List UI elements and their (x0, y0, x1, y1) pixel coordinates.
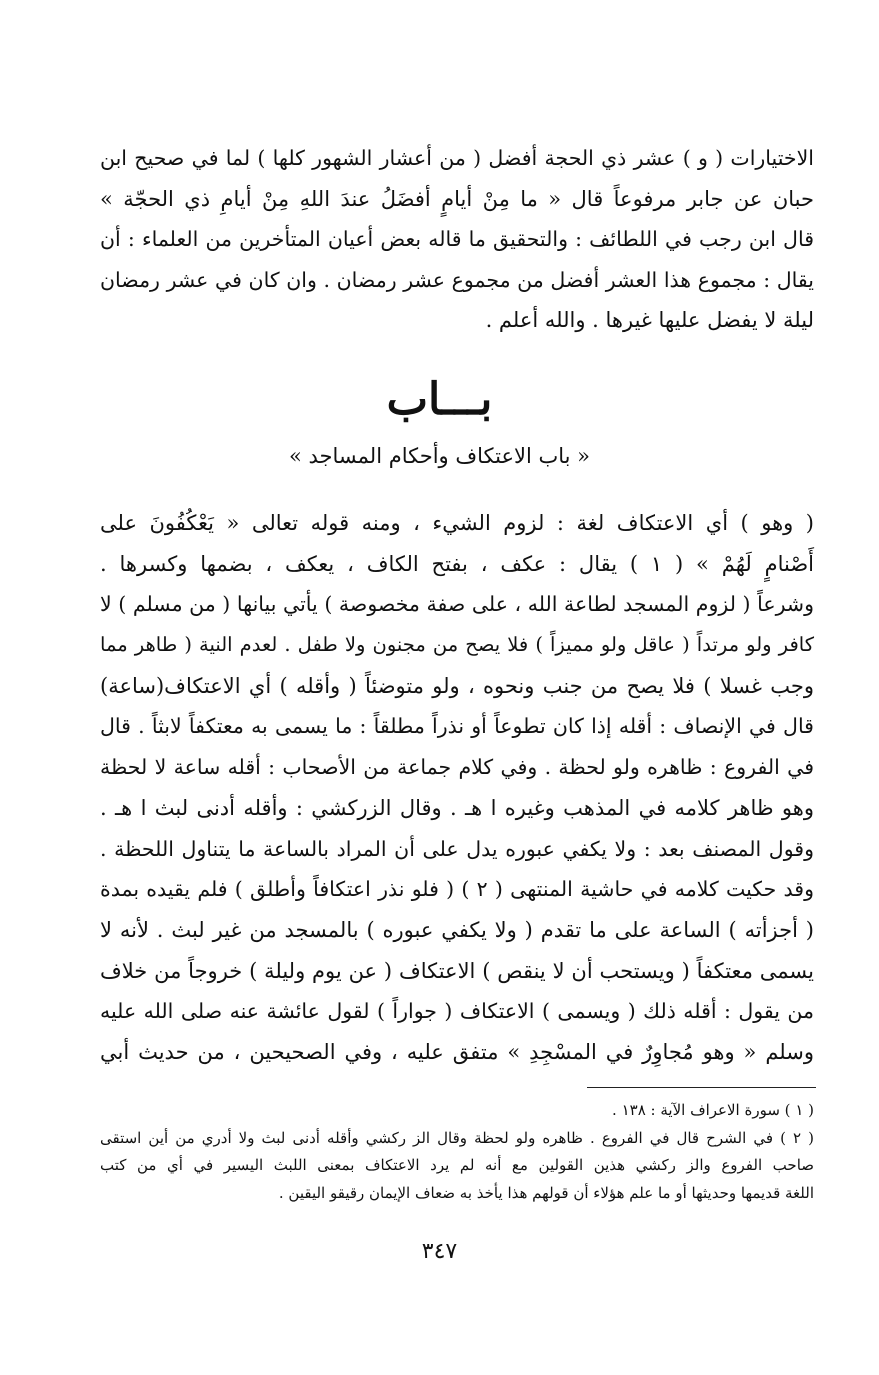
text-line: ( وهو ) أي الاعتكاف لغة : لزوم الشيء ، ومنه قوله تعالى « يَعْكُفُونَ على (100, 511, 814, 535)
intro-paragraph (100, 138, 814, 341)
text-line: الاختيارات ( و ) عشر ذي الحجة أفضل ( من أعشار الشهور كلها ) لما في صحيح ابن (100, 146, 814, 170)
text-line: وقد حكيت كلامه في حاشية المنتهى ( ٢ ) ( فلو نذر اعتكافاً وأطلق ) فلم يقيده بمدة (100, 877, 814, 902)
text-line: وسلم « وهو مُجاوِرٌ في المسْجِدِ » متفق عليه ، وفي الصحيحين ، من حديث أبي (100, 1039, 814, 1064)
body-paragraph (100, 503, 814, 1073)
text-line: يسمى معتكفاً ( ويستحب أن لا ينقص ) الاعتكاف ( عن يوم وليلة ) خروجاً من خلاف (100, 958, 814, 983)
footnote-1: ( ١ ) سورة الاعراف الآية : ١٣٨ . (612, 1101, 814, 1119)
footnote-2: ( ٢ ) في الشرح قال في الفروع . ظاهره ولو لحظة وقال الز ركشي وأقله أدنى لبث ولا أدري من أين استقى (100, 1128, 814, 1147)
text-line: كافر ولو مرتداً ( عاقل ولو مميزاً ) فلا يصح من مجنون ولا طفل . لعدم النية ( طاهر مما (100, 633, 814, 657)
text-line: من يقول : أقله ذلك ( ويسمى ) الاعتكاف ( جواراً ) لقول عائشة عنه صلى الله عليه (100, 999, 814, 1024)
footnotes (100, 1097, 814, 1207)
chapter-subtitle: « باب الاعتكاف وأحكام المساجد » (289, 444, 590, 468)
text-line: ( أجزأته ) الساعة على ما تقدم ( ولا يكفي عبوره ) بالمسجد من غير لبث . لأنه لا (100, 917, 814, 942)
footnote-divider (587, 1087, 816, 1088)
footnote-2-continued: اللغة قديمها وحديثها أو ما علم هؤلاء أن قولهم هذا يأخذ به ضعاف الإيمان رقيقو اليقين . (278, 1183, 814, 1202)
text-line: وقول المصنف بعد : ولا يكفي عبوره يدل على أن المراد بالساعة ما يتناول اللحظة . (100, 836, 814, 861)
text-line: حبان عن جابر مرفوعاً قال « ما مِنْ أيامٍ أفضَلُ عندَ اللهِ مِنْ أيامِ ذي الحجّة » (100, 186, 814, 211)
text-line: قال في الإنصاف : أقله إذا كان تطوعاً أو نذراً مطلقاً : ما يسمى به معتكفاً لابثاً . قال (100, 714, 814, 739)
text-line: وهو ظاهر كلامه في المذهب وغيره ا هـ . وقال الزركشي : وأقله أدنى لبث ا هـ . (100, 795, 814, 820)
text-line: في الفروع : ظاهره ولو لحظة . وفي كلام جماعة من الأصحاب : أقله ساعة لا لحظة (100, 755, 814, 780)
page-number: ٣٤٧ (421, 1239, 458, 1264)
text-line: يقال : مجموع هذا العشر أفضل من مجموع عشر رمضان . وان كان في عشر رمضان (100, 267, 814, 292)
text-line: وجب غسلا ) فلا يصح من جنب ونحوه ، ولو متوضئاً ( وأقله ) أي الاعتكاف(ساعة) (100, 673, 814, 698)
footnote-2-continued: صاحب الفروع والز ركشي هذين القولين مع أنه لم يرد الاعتكاف بمعنى اللبث اليسير في أي من كتب (100, 1156, 814, 1174)
text-line: ليلة لا يفضل عليها غيرها . والله أعلم . (485, 308, 814, 332)
text-line: أَصْنامٍ لَهُمْ » ( ١ ) يقال : عكف ، بفتح الكاف ، يعكف ، بضمها وكسرها . (100, 551, 814, 576)
text-line: وشرعاً ( لزوم المسجد لطاعة الله ، على صفة مخصوصة ) يأتي بيانها ( من مسلم ) لا (100, 592, 814, 617)
chapter-heading: بـــاب (386, 374, 493, 425)
text-line: قال ابن رجب في اللطائف : والتحقيق ما قاله بعض أعيان المتأخرين من العلماء : أن (100, 227, 814, 251)
